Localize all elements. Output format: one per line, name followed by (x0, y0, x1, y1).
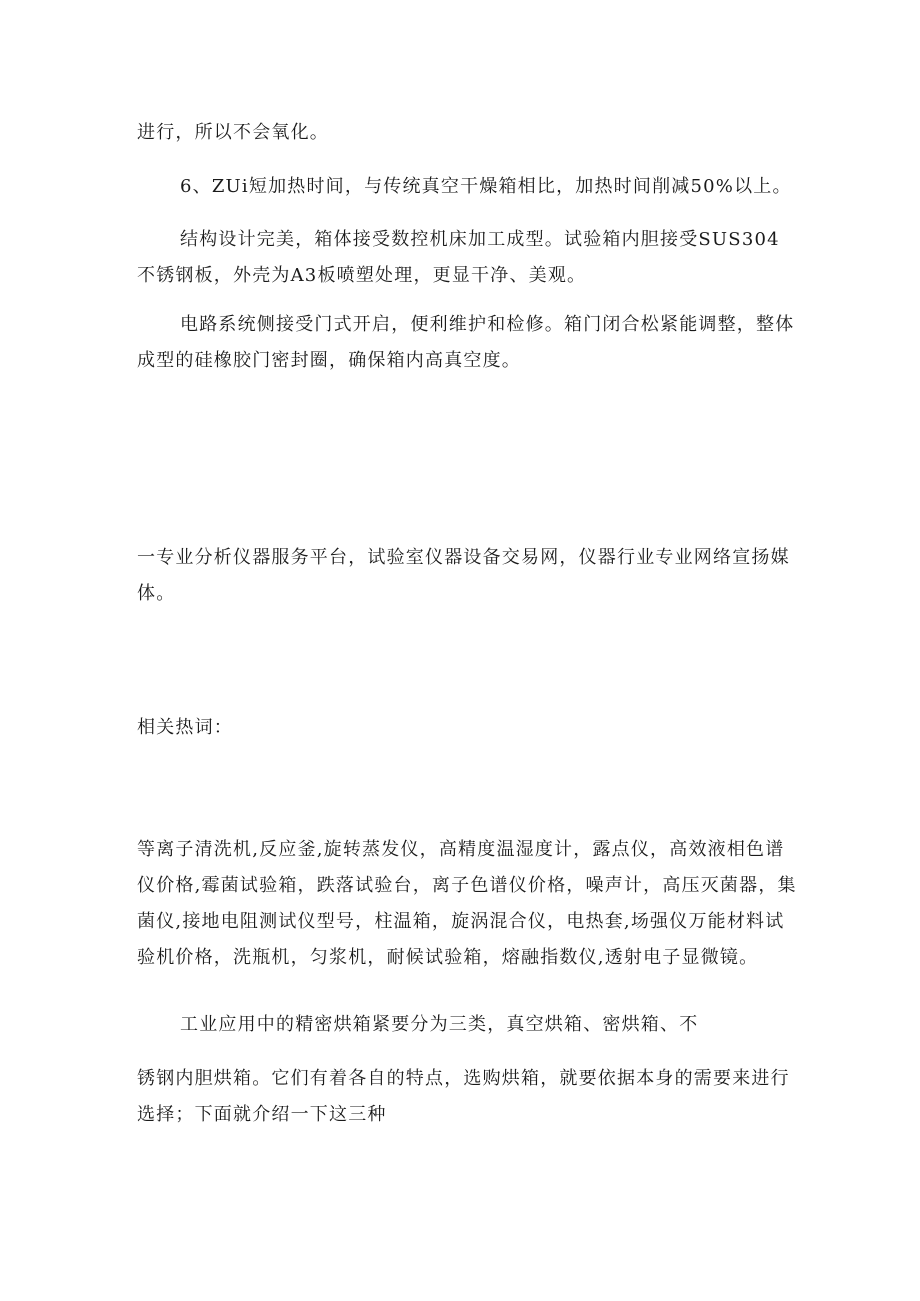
paragraph-oxidation: 进行，所以不会氧化。 (137, 122, 329, 143)
paragraph-oven-types: 工业应用中的精密烘箱紧要分为三类，真空烘箱、密烘箱、不 (180, 1014, 699, 1035)
paragraph-structure-design: 结构设计完美，箱体接受数控机床加工成型。试验箱内胆接受SUS304不锈钢板，外壳为A3板喷塑处理，更显干净、美观。 (137, 229, 780, 286)
paragraph-circuit-system: 电路系统侧接受门式开启，便利维护和检修。箱门闭合松紧能调整，整体成型的硅橡胶门密封圈，确保箱内高真空度。 (137, 314, 795, 371)
paragraph-keywords-list: 等离子清洗机,反应釜,旋转蒸发仪，高精度温湿度计，露点仪，高效液相色谱仪价格,霉菌试验箱，跌落试验台，离子色谱仪价格，噪声计，高压灭菌器，集菌仪,接地电阻测试仪型号，柱温箱，旋涡混合仪，电热套,场强仪万能材料试验机价格，洗瓶机，匀浆机，耐候试验箱，熔融指数仪,透射电子显微镜。 (137, 839, 797, 968)
paragraph-platform: 一专业分析仪器服务平台，试验室仪器设备交易网，仪器行业专业网络宣扬媒体。 (137, 547, 790, 604)
paragraph-oven-selection: 锈钢内胆烘箱。它们有着各自的特点，选购烘箱，就要依据本身的需要来进行选择；下面就介绍一下这三种 (137, 1068, 790, 1125)
related-keywords-heading: 相关热词： (137, 717, 233, 738)
paragraph-heating-time: 6、ZUi短加热时间，与传统真空干燥箱相比，加热时间削减50%以上。 (180, 176, 792, 197)
